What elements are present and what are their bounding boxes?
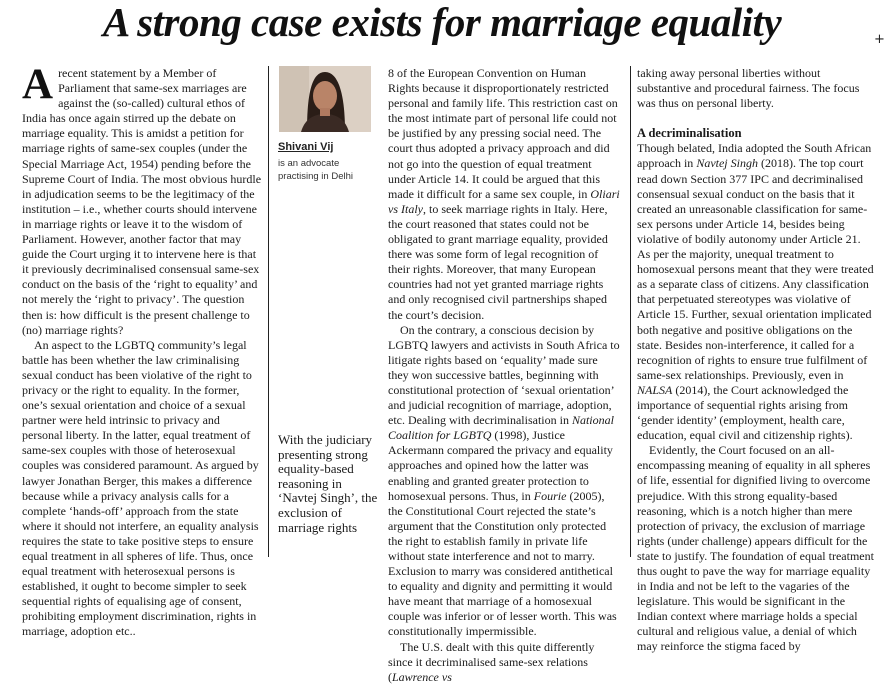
case-name: NALSA xyxy=(637,382,673,397)
author-name[interactable]: Shivani Vij xyxy=(278,141,334,153)
paragraph-text: (2005), the Constitutional Court rejected the state’s argument that the Constitution only protected the right to establish family in private life without state interference and not to marry. Exclusion to marry was considered antithetical to equality and dignity and permitting it would have meant that marriage of a homosexual couple was inferior or of lesser worth. This was constitutionally impermissible. xyxy=(388,488,617,639)
paragraph xyxy=(637,141,875,443)
paragraph: Evidently, the Court focused on an all-encompassing meaning of equality in all spheres of life, essential for dignified living to overcome prejudice. With this strong equality-based reasoning, which is a notch higher than mere protection of privacy, the exclusion of marriage rights (under challenge) appears difficult for the state to justify. The foundation of equal treatment thus ought to pave the way for marriage equality in India and not be left to the vagaries of the legislature. This would be significant in the Indian context where marriage holds a special cultural and religious value, a denial of which may reinforce the stigma faced by xyxy=(637,443,874,654)
case-name: Fourie xyxy=(533,488,567,503)
paragraph: taking away personal liberties without substantive and procedural fairness. The focus was thus on personal liberty. xyxy=(637,66,860,111)
case-name: National Coalition for LGBTQ xyxy=(388,413,614,443)
article-column-4 xyxy=(637,66,875,654)
article-column-1 xyxy=(22,61,262,639)
paragraph-text: (2014), the Court acknowledged the importance of sequential rights arising from ‘gender identity’ (employment, health care, education, equal civil and citizenship rights). xyxy=(637,382,853,443)
subheading: A decriminalisation xyxy=(637,126,742,141)
opening-paragraph xyxy=(22,61,262,338)
paragraph-text: (2018). The top court read down Section 377 IPC and decriminalised consensual sexual conduct on the basis that it created an unreasonable classification for same-sex persons under Article 14, besides being violative of bodily autonomy under Article 21. As per the majority, unequal treatment to homosexual persons meant that they were treated as a separate class of citizens. Any classification that perpetuated stereotypes was violative of Article 15. Further, sexual orientation implicated both negative and positive obligations on the state. Besides non-interference, it called for a recognition of rights to ensure true fulfilment of same-sex relationships. Previously, even in xyxy=(637,156,874,382)
paragraph-text: 8 of the European Convention on Human Rights because it disproportionately restricted personal and family life. This restriction cast on the most intimate part of personal life could not be justified by any pressing social need. The court thus adopted a privacy approach and did not go into the question of equal treatment under Article 14. It could be argued that this made it difficult for a same sex couple, in xyxy=(388,66,618,201)
column-divider xyxy=(630,66,631,557)
case-name: Navtej Singh xyxy=(696,156,758,171)
paragraph-text: The U.S. dealt with this quite differently since it decriminalised same-sex relations ( xyxy=(388,639,595,684)
paragraph-text: On the contrary, a conscious decision by LGBTQ lawyers and activists in South Africa to litigate rights based on ‘equality’ made sure they won successive battles, beginning with constitutional protection of ‘sexual orientation’ and judicial recognition of marriage, adoption, etc. Dealing with decriminalisation in xyxy=(388,322,620,428)
paragraph xyxy=(388,323,620,640)
author-bio: is an advocate practising in Delhi xyxy=(278,158,353,182)
paragraph-text: (1998), Justice Ackermann compared the privacy and equality approaches and opined how the latter was enabling and granted greater protection to homosexual persons. Thus, in xyxy=(388,428,613,503)
author-photo xyxy=(279,66,371,132)
article-headline: A strong case exists for marriage equality xyxy=(102,0,782,45)
pull-quote: With the judiciary presenting strong equality-based reasoning in ‘Navtej Singh’, the exclusion of marriage rights xyxy=(278,432,378,535)
paragraph-text: , to seek marriage rights in Italy. Here, the court reasoned that states could not be obligated to grant marriage equality, provided there was some form of legal recognition of their rights. Moreover, that many European countries had not yet granted marriage rights and only recognised civil partnerships shaped the court’s decision. xyxy=(388,201,608,322)
article-column-3 xyxy=(388,66,620,684)
paragraph xyxy=(388,66,620,323)
case-name: Oliari vs Italy xyxy=(388,186,620,216)
paragraph-text: Though belated, India adopted the South African approach in xyxy=(637,141,872,171)
author-portrait-image xyxy=(279,66,371,132)
case-name: Lawrence vs xyxy=(392,669,452,684)
crosshair-cursor-icon: + xyxy=(874,32,885,47)
column-divider xyxy=(268,66,269,557)
drop-cap: A xyxy=(22,61,54,108)
paragraph-text: recent statement by a Member of Parliament that same-sex marriages are against the (so-called) cultural ethos of India has once again stirred up the debate on marriage equality. This is amidst a petition for marriage rights of same-sex couples (under the Special Marriage Act, 1954) pending before the Supreme Court of India. The most obvious hurdle in adjudication seems to be the legitimacy of the institution – i.e., whether courts should intervene in marriage rights or leave it to the wisdom of Parliament. However, another factor that may guide the Court urging it to intervene here is that it previously decriminalised consensual same-sex conduct on the basis of the ‘right to equality’ and not merely the ‘right to privacy’. The question then is: how difficult is the present challenge to (no) marriage rights? xyxy=(22,66,262,337)
paragraph xyxy=(388,640,620,685)
paragraph: An aspect to the LGBTQ community’s legal battle has been whether the law criminalising sexual conduct has been violative of the right to privacy or the right to equality. In the former, one’s sexual orientation and choice of a sexual partner were held intrinsic to privacy and personal liberty. In the latter, equal treatment of same-sex couples with those of heterosexual couples was considered paramount. As argued by lawyer Jonathan Berger, this makes a difference because while a privacy analysis calls for a complete ‘hands-off’ approach from the state where it should not interfere, an equality analysis requires the state to take positive steps to ensure equal treatment in all spheres of life. Thus, once equal treatment with heterosexual persons is established, it ought to become simpler to seek sequential rights of equalising age of consent, prohibiting employment discrimination, rights in marriage, adoption etc.. xyxy=(22,337,259,639)
